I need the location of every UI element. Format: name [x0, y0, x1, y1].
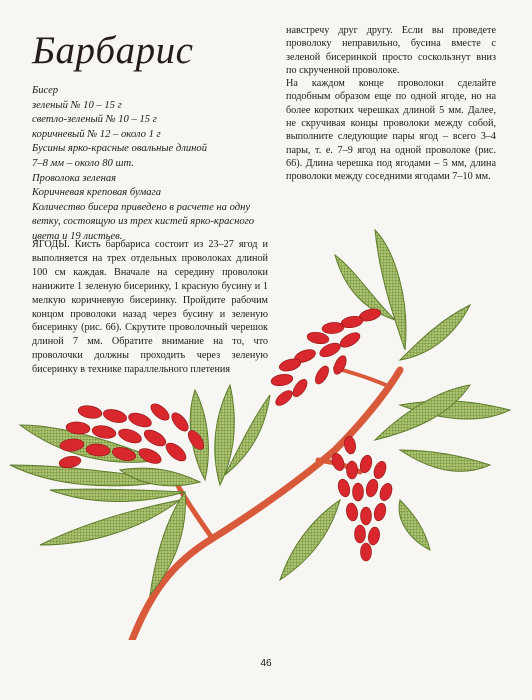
materials-item: 7–8 мм – около 80 шт. [32, 157, 134, 169]
berry-cluster-lower [330, 435, 394, 561]
materials-item: светло-зеленый № 10 – 15 г [32, 114, 157, 126]
paragraph: навстречу друг другу. Если вы проведете проволоку неправильно, бусина вместе с зеленой бисеринкой просто соскользнут вниз по скрученной проволоке. [286, 25, 496, 76]
page-title: Барбарис [32, 29, 194, 72]
text-column-right [286, 24, 496, 184]
materials-note: Количество бисера приведено в расчете на одну ветку, состоящую из трех кистей ярко-красного цвета и 19 листьев. [32, 201, 255, 242]
leaf [40, 500, 180, 545]
leaf [280, 500, 340, 580]
materials-item: зеленый № 10 – 15 г [32, 99, 122, 111]
page-number: 46 [260, 658, 272, 669]
branch-stem [335, 368, 388, 386]
materials-item: Бисер [32, 85, 59, 96]
materials-item: Проволока зеленая [32, 172, 117, 184]
berry-cluster-upper [270, 307, 382, 408]
leaf [399, 500, 430, 550]
leaf [50, 489, 185, 501]
materials-item: коричневый № 12 – около 1 г [32, 128, 161, 140]
materials-item: Коричневая креповая бумага [32, 187, 161, 199]
materials-item: Бусины ярко-красные овальные длиной [32, 143, 207, 155]
leaf [400, 450, 490, 471]
leaf [400, 305, 470, 360]
leaf [20, 425, 160, 462]
paragraph: ЯГОДЫ. Кисть барбариса состоит из 23–27 ягод и выполняется на трех отдельных проволоках длиной 100 см каждая. Вначале на середину проволоки нанижите 1 зеленую бисеринку, 1 красную бусину и 1 мелкую коричневую бисеринку. Пройдите рабочим концом проволоки назад через бусину и зеленую бисеринку (рис. 66). Скрутите проволочный черешок длиной 7 мм. Обратите внимание на то, что проволочки должны проходить через зеленую бисеринку в технике параллельного плетения [32, 239, 268, 376]
leaf [375, 230, 406, 350]
barberry-branch-illustration [0, 200, 532, 640]
paragraph: На каждом конце проволоки сделайте подобным образом еще по одной ягоде, но на более коротких черешках длиной 5 мм. Далее, не скручивая концы проволоки между собой, выполните следующие пары ягод – всего 3–4 пары, т. е. 7–9 ягод на одной проволоке (рис. 66). Длина черешка под ягодами – 5 мм, длина проволоки между соседними ягодами 7–10 мм. [286, 78, 496, 183]
